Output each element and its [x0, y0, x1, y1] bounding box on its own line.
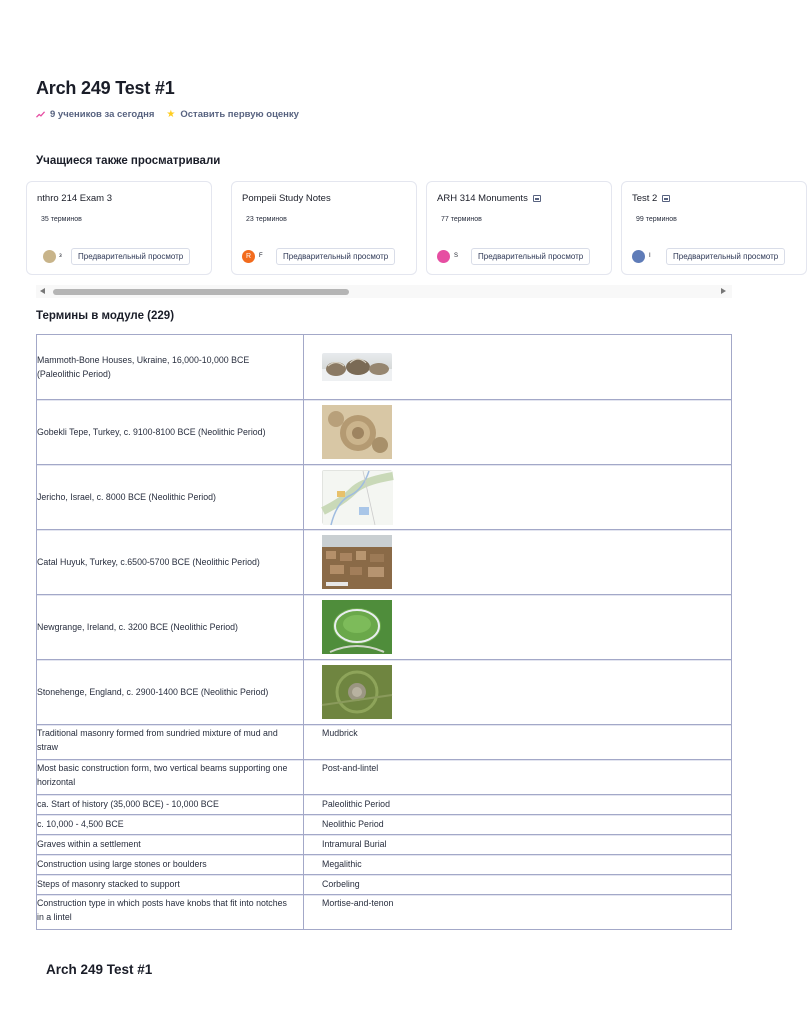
term-text: Jericho, Israel, c. 8000 BCE (Neolithic Period) — [37, 465, 304, 529]
term-row — [37, 400, 731, 465]
card-term-count: 23 терминов — [246, 216, 287, 223]
set-title: Arch 249 Test #1 — [36, 78, 175, 98]
term-definition — [304, 335, 731, 399]
term-row — [37, 530, 731, 595]
term-row — [37, 660, 731, 725]
card-term-count: 77 терминов — [441, 216, 482, 223]
term-row — [37, 335, 731, 400]
terms-heading: Термины в модуле (229) — [36, 310, 175, 322]
students-today — [36, 109, 154, 120]
term-definition: Corbeling — [322, 879, 360, 889]
catal-huyuk-image[interactable] — [322, 535, 392, 589]
card-title: Test 2 — [632, 193, 670, 204]
term-text: Newgrange, Ireland, c. 3200 BCE (Neolithic Period) — [37, 595, 304, 659]
card-username: з — [59, 253, 62, 259]
term-row — [37, 875, 731, 895]
card-title: nthro 214 Exam 3 — [37, 193, 112, 204]
star-icon: ★ — [166, 108, 176, 120]
term-text: Construction type in which posts have knobs that fit into notches in a lintel — [37, 895, 304, 929]
mammoth-houses-image[interactable] — [322, 353, 392, 381]
preview-button[interactable]: Предварительный просмотр — [71, 248, 190, 265]
term-text: Graves within a settlement — [37, 835, 304, 854]
scroll-thumb[interactable] — [53, 289, 349, 295]
term-text: Mammoth-Bone Houses, Ukraine, 16,000-10,000 BCE (Paleolithic Period) — [37, 335, 304, 399]
card-username: I — [649, 253, 651, 259]
preview-button[interactable]: Предварительный просмотр — [471, 248, 590, 265]
term-definition — [304, 400, 731, 464]
terms-table — [36, 334, 732, 930]
avatar — [437, 250, 450, 263]
newgrange-image[interactable] — [322, 600, 392, 654]
gobekli-tepe-image[interactable] — [322, 405, 392, 459]
term-row — [37, 795, 731, 815]
image-icon — [533, 195, 541, 202]
term-definition — [304, 660, 731, 724]
avatar: R — [242, 250, 255, 263]
card-title: ARH 314 Monuments — [437, 193, 541, 204]
term-row — [37, 855, 731, 875]
term-text: ca. Start of history (35,000 BCE) - 10,000 BCE — [37, 795, 304, 814]
students-today-label: 9 учеников за сегодня — [50, 109, 155, 120]
footer-set-title: Arch 249 Test #1 — [46, 962, 153, 977]
rate-first-label: Оставить первую оценку — [180, 109, 299, 120]
term-definition: Neolithic Period — [322, 819, 384, 829]
card-term-count: 99 терминов — [636, 216, 677, 223]
term-definition — [304, 530, 731, 594]
avatar — [43, 250, 56, 263]
term-text: Construction using large stones or boulders — [37, 855, 304, 874]
study-set-card[interactable] — [26, 181, 212, 275]
stonehenge-image[interactable] — [322, 665, 392, 719]
image-icon — [662, 195, 670, 202]
term-row — [37, 725, 731, 760]
card-term-count: 35 терминов — [41, 216, 82, 223]
term-definition: Megalithic — [322, 859, 362, 869]
term-text: c. 10,000 - 4,500 BCE — [37, 815, 304, 834]
scroll-left-arrow-icon[interactable] — [40, 288, 45, 294]
study-set-card[interactable] — [426, 181, 612, 275]
term-row — [37, 595, 731, 660]
card-username: F — [259, 253, 263, 259]
also-viewed-heading: Учащиеся также просматривали — [36, 155, 221, 167]
term-definition: Intramural Burial — [322, 839, 387, 849]
term-definition: Post-and-lintel — [322, 763, 379, 773]
study-set-card[interactable] — [621, 181, 807, 275]
term-row — [37, 895, 731, 929]
term-text: Traditional masonry formed from sundried mixture of mud and straw — [37, 725, 304, 759]
term-definition — [304, 465, 731, 529]
term-definition: Mortise-and-tenon — [322, 898, 394, 908]
preview-button[interactable]: Предварительный просмотр — [276, 248, 395, 265]
set-meta — [36, 109, 299, 120]
card-username: S — [454, 253, 459, 259]
term-row — [37, 835, 731, 855]
term-text: Most basic construction form, two vertical beams supporting one horizontal — [37, 760, 304, 794]
card-title: Pompeii Study Notes — [242, 193, 331, 204]
term-text: Stonehenge, England, c. 2900-1400 BCE (Neolithic Period) — [37, 660, 304, 724]
term-row — [37, 815, 731, 835]
term-text: Steps of masonry stacked to support — [37, 875, 304, 894]
term-row — [37, 760, 731, 795]
jericho-map-image[interactable] — [322, 470, 392, 524]
avatar — [632, 250, 645, 263]
preview-button[interactable]: Предварительный просмотр — [666, 248, 785, 265]
scroll-right-arrow-icon[interactable] — [721, 288, 726, 294]
term-text: Catal Huyuk, Turkey, c.6500-5700 BCE (Neolithic Period) — [37, 530, 304, 594]
term-text: Gobekli Tepe, Turkey, c. 9100-8100 BCE (Neolithic Period) — [37, 400, 304, 464]
term-definition — [304, 595, 731, 659]
term-definition: Mudbrick — [322, 728, 358, 738]
rate-first-link[interactable] — [166, 109, 299, 120]
term-row — [37, 465, 731, 530]
also-viewed-carousel — [36, 181, 779, 277]
carousel-scrollbar[interactable] — [36, 285, 732, 298]
term-definition: Paleolithic Period — [322, 799, 390, 809]
study-set-card[interactable] — [231, 181, 417, 275]
trending-icon — [36, 110, 45, 119]
